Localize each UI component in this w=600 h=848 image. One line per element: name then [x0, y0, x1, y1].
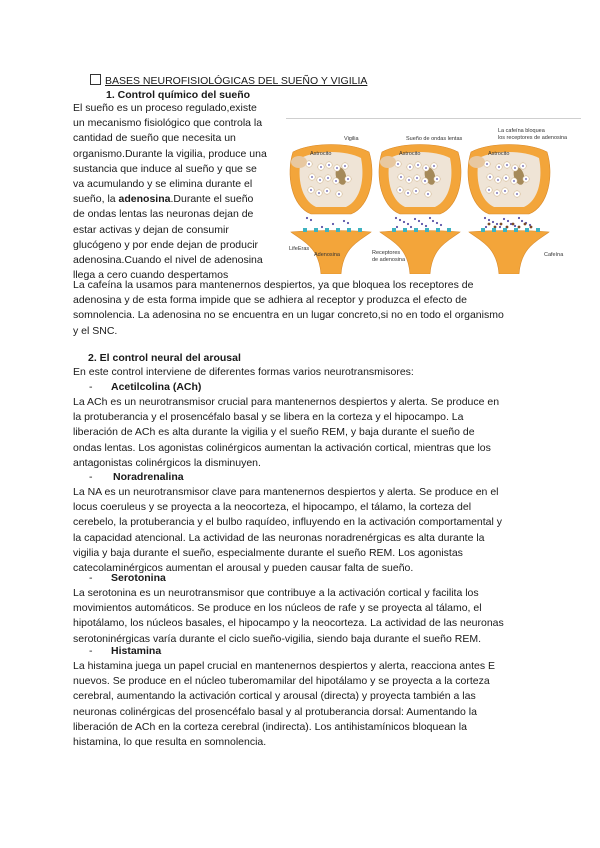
vesicle-dot	[496, 192, 498, 194]
vesicle-dot	[504, 190, 506, 192]
adenosine-dot	[499, 226, 501, 228]
text-segment: sueño, la	[73, 193, 119, 206]
adenosine-receptor	[336, 228, 340, 232]
adenosine-dot	[414, 218, 416, 220]
adenosine-dot	[395, 217, 397, 219]
vesicle-dot	[407, 192, 409, 194]
text-line: cerebelo, la protuberancia y el bulbo raquídeo, influyendo en la activación comportamental y	[73, 516, 503, 529]
caffeine-dot	[494, 226, 497, 229]
text-line: un mecanismo fisiológico que controla la	[73, 117, 263, 130]
bullet-acetilcolina	[89, 381, 201, 393]
vesicle-dot	[522, 165, 524, 167]
adenosine-synapse-figure	[286, 114, 581, 274]
adenosine-dot	[484, 217, 486, 219]
text-line: El sueño es un proceso regulado,existe	[73, 102, 257, 114]
text-line: cantidad de sueño que necesita un	[73, 132, 236, 145]
section1-full-paragraph	[73, 278, 533, 339]
adenosine-receptor	[436, 228, 440, 232]
adenosine-dot	[306, 217, 308, 219]
text-line: ondas lentas. Los agonistas colinérgicos aumentan la activación cortical, mientras que los	[73, 441, 491, 454]
bold-term-adenosina: adenosina	[118, 193, 171, 206]
caffeine-dot	[500, 223, 503, 226]
vesicle-dot	[409, 166, 411, 168]
adenosine-dot	[518, 217, 520, 219]
text-line-with-bold	[73, 192, 283, 207]
bullet-noradrenalina	[89, 471, 184, 483]
text-line: somnolencia. La adenosina no se encuentra en un lugar concreto,si no en todo el organismo	[73, 309, 504, 322]
vesicle-dot	[525, 178, 527, 180]
caffeine-dot	[488, 223, 491, 226]
text-line: adenosina y de esta forma impide que se adhiera al receptor y produzca el efecto de	[73, 294, 467, 307]
adenosine-receptor	[503, 228, 507, 232]
panel-title-cafeina: La cafeína bloquea los receptores de adenosina	[498, 128, 568, 141]
text-line: y el SNC.	[73, 324, 118, 337]
vesicle-dot	[424, 180, 426, 182]
adenosine-dot	[492, 221, 494, 223]
text-line: En este control interviene de diferentes formas varios neurotransmisores:	[73, 366, 414, 378]
vesicle-dot	[327, 177, 329, 179]
text-line: de ondas lentas las neuronas dejan de	[73, 208, 254, 221]
adenosine-dot	[503, 218, 505, 220]
text-line: liberación de ACh es alta durante la vigilia y el sueño REM, y baja durante el sueño de	[73, 426, 475, 439]
bullet-dash: -	[89, 645, 93, 657]
vesicle-dot	[516, 193, 518, 195]
adenosine-dot	[432, 220, 434, 222]
label-astrocito-3: Astrocito	[488, 151, 510, 157]
checkbox-icon	[90, 74, 101, 85]
adenosine-dot	[418, 220, 420, 222]
adenosine-receptor	[347, 228, 351, 232]
figure-top-rule	[286, 118, 581, 119]
text-segment: .Durante el sueño	[170, 193, 254, 206]
text-line: estar activas y dejan de consumir	[73, 223, 229, 236]
paragraph-serotonina	[73, 586, 533, 647]
text-line: llega a cero cuando despertamos	[73, 269, 229, 282]
adenosine-dot	[521, 220, 523, 222]
text-line: liberación de ACh en la corteza cerebral (indirecta). Los antihistamínicos bloquean la	[73, 720, 467, 733]
text-line: histamina, lo que resulta en somnolencia.	[73, 736, 267, 749]
section1-heading: 1. Control químico del sueño	[106, 89, 251, 101]
astrocyte	[380, 156, 396, 168]
vesicle-dot	[336, 167, 338, 169]
item-heading: Histamina	[111, 645, 162, 657]
caffeine-dot	[524, 223, 527, 226]
title-text: BASES NEUROFISIOLÓGICAS DEL SUEÑO Y VIGILIA	[105, 75, 368, 87]
adenosine-receptor	[314, 228, 318, 232]
adenosine-receptor	[325, 228, 329, 232]
adenosine-receptor	[536, 228, 540, 232]
vesicle-dot	[425, 167, 427, 169]
vesicle-dot	[328, 164, 330, 166]
vesicle-dot	[498, 166, 500, 168]
vesicle-dot	[427, 193, 429, 195]
text-line: sustancia que induce al sueño y que se	[73, 162, 257, 175]
vesicle-dot	[344, 165, 346, 167]
vesicle-dot	[347, 178, 349, 180]
vesicle-dot	[513, 180, 515, 182]
text-line: organismo.Durante la vigilia, produce una	[73, 147, 267, 160]
adenosine-receptor	[481, 228, 485, 232]
adenosine-dot	[421, 223, 423, 225]
bullet-dash: -	[89, 572, 93, 584]
vesicle-dot	[514, 167, 516, 169]
text-line: hipotálamo, los núcleos basales, el hipocampo y la neocorteza. La actividad de las neuronas	[73, 617, 504, 630]
vesicle-dot	[318, 192, 320, 194]
caffeine-dot	[530, 226, 533, 229]
text-line: la protuberancia y el prosencéfalo basal y se libera en la corteza y el hipocampo. La	[73, 411, 464, 424]
text-line: la capacidad atencional. La actividad de las neuronas noradrenérgicas es alta durante la	[73, 531, 485, 544]
caffeine-dot	[506, 226, 509, 229]
text-line: glucógeno y por ende dejan de producir	[73, 238, 259, 251]
vesicle-dot	[488, 189, 490, 191]
bullet-serotonina	[89, 572, 166, 584]
vesicle-dot	[489, 176, 491, 178]
adenosine-dot	[507, 220, 509, 222]
text-line: cerebral, aumentando la activación cortical y arousal (directa) y proyecta también a las	[73, 690, 476, 703]
document-title	[90, 74, 367, 87]
vesicle-dot	[326, 190, 328, 192]
text-line: movimientos automáticos. Se produce en los núcleos de rafe y se proyecta al tálamo, el	[73, 602, 482, 615]
label-astrocito-1: Astrocito	[310, 151, 332, 157]
caffeine-dot	[512, 223, 515, 226]
vesicle-dot	[408, 179, 410, 181]
paragraph-histamina	[73, 659, 533, 750]
item-heading: Acetilcolina (ACh)	[111, 381, 202, 393]
vesicle-dot	[319, 179, 321, 181]
item-heading: Serotonina	[111, 572, 166, 584]
adenosine-dot	[396, 226, 398, 228]
item-heading: Noradrenalina	[113, 471, 184, 483]
text-line: locus coeruleus y se proyecta a la neocorteza, el hipocampo, el tálamo, la corteza del	[73, 501, 472, 514]
adenosine-dot	[440, 224, 442, 226]
text-line: catecolaminérgicos aumentan el arousal y pueden causar falta de sueño.	[73, 562, 414, 575]
adenosine-receptor	[492, 228, 496, 232]
adenosine-dot	[332, 223, 334, 225]
text-line: La histamina juega un papel crucial en mantenernos despiertos y alerta, reacciona antes E	[73, 660, 496, 672]
vesicle-dot	[417, 164, 419, 166]
vesicle-dot	[399, 189, 401, 191]
adenosine-receptor	[358, 228, 362, 232]
text-line: adenosina.Cuando el nivel de adenosina	[73, 254, 263, 267]
adenosine-dot	[485, 226, 487, 228]
adenosine-dot	[488, 219, 490, 221]
vesicle-dot	[506, 164, 508, 166]
text-line: La NA es un neurotransmisor clave para mantenernos despiertos y alerta. Se produce en el	[73, 486, 499, 498]
adenosine-receptor	[447, 228, 451, 232]
vesicle-dot	[400, 176, 402, 178]
text-line: serotoninérgicas varía durante el ciclo sueño-vigilia, siendo baja durante el sueño REM.	[73, 632, 481, 645]
vesicle-dot	[433, 165, 435, 167]
caffeine-dot	[518, 226, 521, 229]
section2-heading: 2. El control neural del arousal	[88, 352, 241, 364]
adenosine-dot	[436, 222, 438, 224]
panel-title-sueno: Sueño de ondas lentas	[406, 136, 463, 142]
label-receptores: Receptores de adenosina	[372, 250, 406, 263]
text-line: vigilia y baja durante el sueño, especialmente durante el sueño REM. Los agonistas	[73, 546, 463, 559]
adenosine-receptor	[403, 228, 407, 232]
paragraph-noradrenalina	[73, 485, 533, 576]
vesicle-dot	[338, 193, 340, 195]
paragraph-acetilcolina	[73, 395, 533, 471]
adenosine-dot	[410, 226, 412, 228]
vesicle-dot	[310, 189, 312, 191]
text-line: nuevos. Se produce en el núcleo tuberomamilar del hipotálamo y se proyecta a la corteza	[73, 675, 490, 688]
text-line: va acumulando y se elimina durante el	[73, 178, 253, 191]
adenosine-dot	[514, 225, 516, 227]
section2-intro	[73, 365, 533, 380]
vesicle-dot	[320, 166, 322, 168]
text-line: antagonistas colinérgicos la disminuyen.	[73, 456, 261, 469]
text-line: neuronas colinérgicas del prosencéfalo basal y al protuberancia dorsal: Aumentando la	[73, 705, 477, 718]
bullet-dash: -	[89, 381, 93, 393]
vesicle-dot	[416, 177, 418, 179]
label-cafeina: Cafeína	[544, 252, 564, 258]
bullet-histamina	[89, 645, 161, 657]
label-astrocito-2: Astrocito	[399, 151, 421, 157]
text-line: La ACh es un neurotransmisor crucial para mantenernos despiertos y alerta. Se produce en	[73, 396, 500, 408]
vesicle-dot	[436, 178, 438, 180]
adenosine-receptor	[414, 228, 418, 232]
adenosine-receptor	[392, 228, 396, 232]
adenosine-dot	[321, 226, 323, 228]
label-small: LifeEras	[289, 246, 310, 252]
adenosine-dot	[347, 222, 349, 224]
adenosine-dot	[399, 219, 401, 221]
panel-title-vigilia: Vigilia	[344, 136, 359, 142]
label-adenosina: Adenosina	[314, 252, 340, 258]
adenosine-receptor	[303, 228, 307, 232]
vesicle-dot	[335, 180, 337, 182]
vesicle-dot	[415, 190, 417, 192]
astrocyte	[469, 156, 485, 168]
section1-narrow-paragraph	[73, 101, 283, 283]
vesicle-dot	[311, 176, 313, 178]
vesicle-dot	[308, 163, 310, 165]
adenosine-receptor	[525, 228, 529, 232]
postsynaptic-neuron	[469, 231, 549, 275]
adenosine-dot	[429, 217, 431, 219]
vesicle-dot	[497, 179, 499, 181]
adenosine-dot	[496, 223, 498, 225]
text-line: La cafeína la usamos para mantenernos despiertos, ya que bloquea los receptores de	[73, 279, 474, 291]
adenosine-dot	[310, 219, 312, 221]
adenosine-dot	[343, 220, 345, 222]
adenosine-receptor	[514, 228, 518, 232]
vesicle-dot	[505, 177, 507, 179]
vesicle-dot	[397, 163, 399, 165]
bullet-dash: -	[89, 471, 93, 483]
adenosine-dot	[407, 223, 409, 225]
vesicle-dot	[486, 163, 488, 165]
adenosine-dot	[403, 221, 405, 223]
adenosine-dot	[425, 225, 427, 227]
adenosine-receptor	[425, 228, 429, 232]
text-line: La serotonina es un neurotransmisor que contribuye a la activación cortical y facilita los	[73, 587, 479, 599]
astrocyte	[291, 156, 307, 168]
